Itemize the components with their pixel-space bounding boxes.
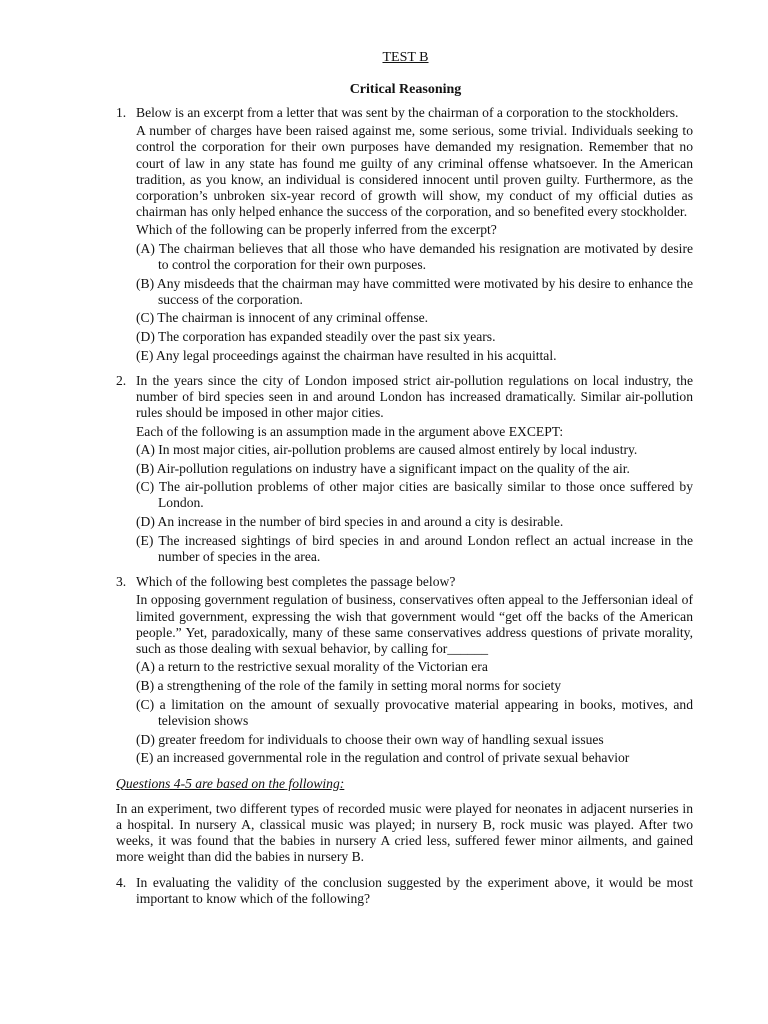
question-list bbox=[116, 105, 693, 916]
question-4 bbox=[116, 875, 693, 907]
answer-option-e[interactable]: (E) The increased sightings of bird species in and around London reflect an actual increase in the number of species in the area. bbox=[136, 532, 693, 565]
answer-option-a[interactable]: (A) The chairman believes that all those who have demanded his resignation are motivated by desire to control the corporation for their own purposes. bbox=[136, 240, 693, 272]
answer-option-b[interactable]: (B) Any misdeeds that the chairman may have committed were motivated by his desire to enhance the success of the corporation. bbox=[136, 275, 693, 307]
answer-option-b[interactable]: (B) a strengthening of the role of the family in setting moral norms for society bbox=[136, 678, 562, 693]
question-prompt: Which of the following can be properly inferred from the excerpt? bbox=[136, 222, 497, 238]
section-title: Critical Reasoning bbox=[349, 82, 462, 97]
answer-options bbox=[136, 659, 693, 766]
question-passage: In opposing government regulation of business, conservatives often appeal to the Jeffersonian ideal of limited government, expressing the wish that government would “get off the backs of the American people.” Yet, paradoxically, many of these same conservatives address questions of private morality, such as those dealing with sexual behavior, by calling for______ bbox=[136, 592, 693, 657]
question-stem: Which of the following best completes the passage below? bbox=[136, 574, 456, 590]
question-prompt: Each of the following is an assumption made in the argument above EXCEPT: bbox=[136, 423, 564, 439]
question-number: 3. bbox=[116, 574, 127, 590]
question-1 bbox=[116, 105, 693, 364]
answer-option-c[interactable]: (C) The air-pollution problems of other major cities are basically similar to those once suffered by London. bbox=[136, 479, 693, 511]
answer-option-e[interactable]: (E) an increased governmental role in the regulation and control of private sexual behavior bbox=[136, 750, 630, 766]
answer-option-c[interactable]: (C) a limitation on the amount of sexually provocative material appearing in books, motives, and television shows bbox=[136, 696, 693, 728]
question-stem: In evaluating the validity of the conclusion suggested by the experiment above, it would be most important to know which of the following? bbox=[136, 874, 693, 906]
answer-options bbox=[136, 442, 693, 565]
question-2 bbox=[116, 373, 693, 565]
question-stem: In the years since the city of London imposed strict air-pollution regulations on local industry, the number of bird species seen in and around London has increased dramatically. Similar air-pollution rules should be imposed in other major cities. bbox=[136, 373, 693, 421]
answer-options bbox=[136, 241, 693, 364]
answer-option-e[interactable]: (E) Any legal proceedings against the chairman have resulted in his acquittal. bbox=[136, 347, 557, 363]
answer-option-c[interactable]: (C) The chairman is innocent of any criminal offense. bbox=[136, 310, 429, 326]
question-number: 4. bbox=[116, 874, 127, 890]
question-stem: Below is an excerpt from a letter that was sent by the chairman of a corporation to the stockholders. bbox=[136, 105, 679, 120]
question-number: 2. bbox=[116, 373, 127, 389]
question-3 bbox=[116, 574, 693, 766]
question-number: 1. bbox=[116, 105, 127, 120]
answer-option-d[interactable]: (D) An increase in the number of bird species in and around a city is desirable. bbox=[136, 514, 564, 530]
question-group-passage: In an experiment, two different types of recorded music were played for neonates in adjacent nurseries in a hospital. In nursery A, classical music was played; in nursery B, rock music was played. After two weeks, it was found that the babies in nursery A cried less, suffered fewer minor ailments, and gained more weight than did the babies in nursery B. bbox=[116, 800, 693, 865]
answer-option-d[interactable]: (D) The corporation has expanded steadily over the past six years. bbox=[136, 329, 496, 345]
question-group-heading: Questions 4-5 are based on the following: bbox=[116, 775, 345, 791]
test-title: TEST B bbox=[382, 50, 429, 65]
answer-option-b[interactable]: (B) Air-pollution regulations on industry have a significant impact on the quality of the air. bbox=[136, 460, 630, 476]
answer-option-d[interactable]: (D) greater freedom for individuals to choose their own way of handling sexual issues bbox=[136, 731, 604, 747]
question-passage: A number of charges have been raised against me, some serious, some trivial. Individuals seeking to control the corporation for their own purposes have demanded my resignation. Remember that no court of law in any state has found me guilty of any criminal offense whatsoever. In the American tradition, as you know, an individual is considered innocent until proven guilty. Furthermore, as the corporation’s unbroken six-year record of growth will show, my conduct of my official duties as chairman has only helped enhance the success of the corporation, and so benefited every stockholder. bbox=[136, 123, 693, 220]
answer-option-a[interactable]: (A) In most major cities, air-pollution problems are caused almost entirely by local industry. bbox=[136, 441, 638, 457]
answer-option-a[interactable]: (A) a return to the restrictive sexual morality of the Victorian era bbox=[136, 659, 488, 675]
